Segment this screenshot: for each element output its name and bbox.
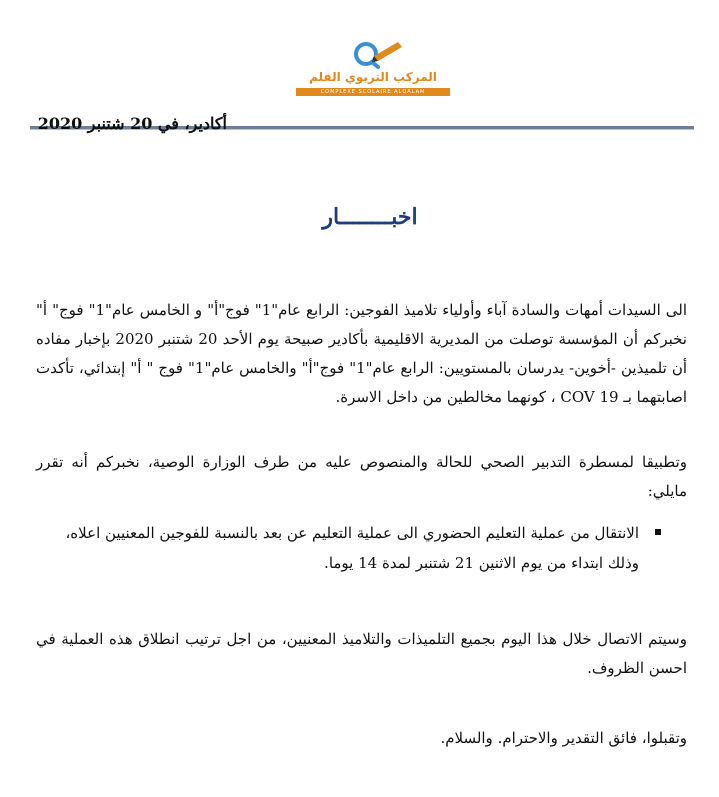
letterhead bbox=[0, 30, 719, 100]
logo-arabic-name: المركب التربوي القلم bbox=[309, 70, 437, 84]
paragraph-decision-intro: وتطبيقا لمسطرة التدبير الصحي للحالة والمنصوص عليه من طرف الوزارة الوصية، نخبركم أنه تقرر مايلي: bbox=[36, 453, 687, 500]
paragraph-announcement: الى السيدات أمهات والسادة آباء وأولياء تلاميذ الفوجين: الرابع عام"1" فوج"أ" و الخامس عام"1" فوج" أ" نخبركم أن المؤسسة توصلت من المديرية الاقليمية بأكادير صبيحة يوم الأحد 20 شتنبر 2020 بإخبار مفاده أن تلميذين -أخوين- يدرسان بالمستويين: الرابع عام"1" فوج"أ" والخامس عام"1" فوج " أ" إبتدائي، تأكدت اصابتهما بـ COV 19 ، كونهما مخالطين من داخل الاسرة. bbox=[36, 301, 688, 406]
document-title: اخبــــــــار bbox=[322, 204, 418, 230]
pencil-q-logo-icon bbox=[288, 36, 458, 70]
school-logo bbox=[288, 36, 458, 98]
decision-list-item bbox=[36, 518, 639, 578]
closing-line: وتقبلوا، فائق التقدير والاحترام. والسلام. bbox=[440, 729, 687, 747]
logo-latin-name: COMPLEXE SCOLAIRE ALQALAM bbox=[296, 88, 450, 96]
paragraph-contact: وسيتم الاتصال خلال هذا اليوم بجميع التلميذات والتلاميذ المعنيين، من اجل ترتيب انطلاق هذه العملية في احسن الظروف. bbox=[36, 630, 687, 677]
date-line: أكادير، في 20 شتنبر 2020 bbox=[37, 114, 227, 133]
bullet-square-icon bbox=[655, 529, 661, 535]
decision-text: الانتقال من عملية التعليم الحضوري الى عملية التعليم عن بعد بالنسبة للفوجين المعنيين اعلاه، وذلك ابتداء من يوم الاثنين 21 شتنبر لمدة 14 يوما. bbox=[65, 524, 639, 572]
